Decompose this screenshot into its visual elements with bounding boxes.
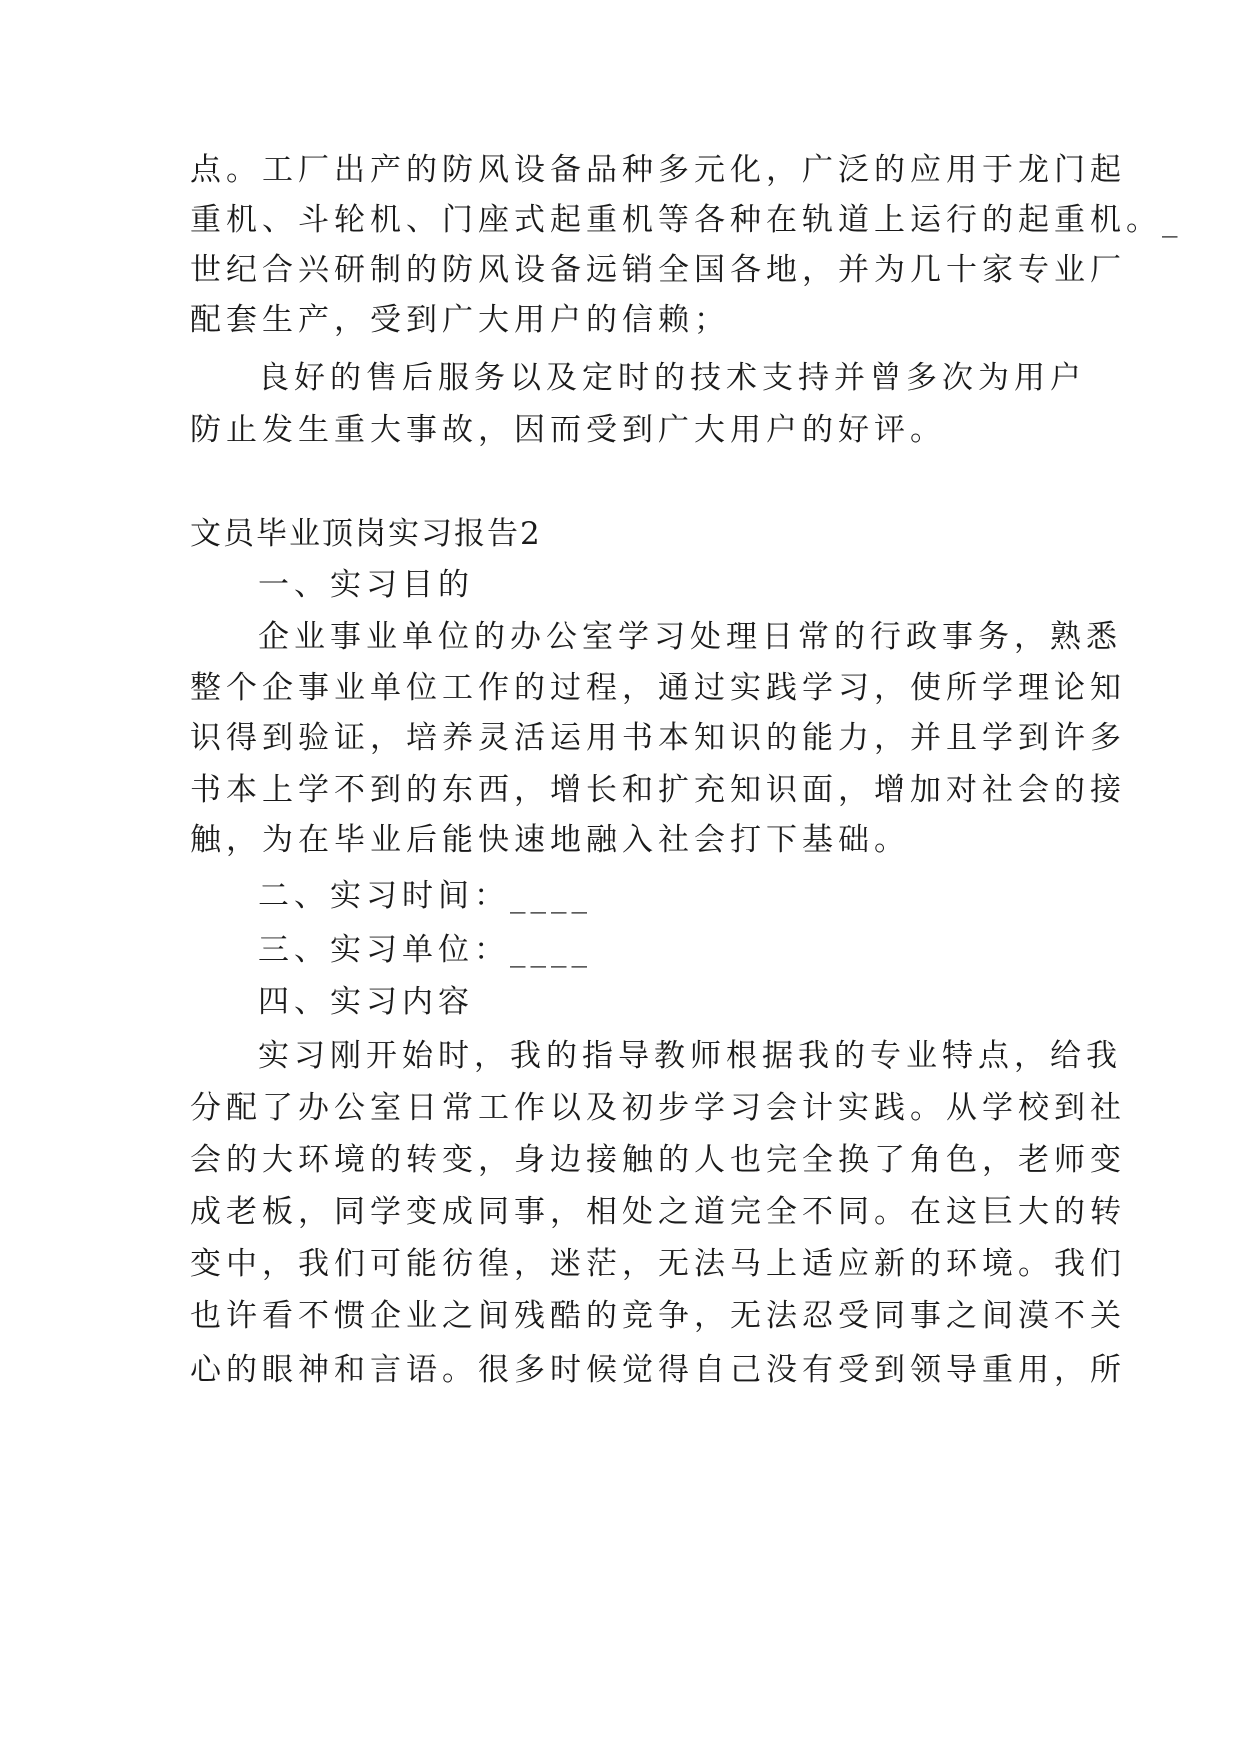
body-text-line: 触，为在毕业后能快速地融入社会打下基础。 <box>190 822 910 858</box>
body-text-line: 成老板，同学变成同事，相处之道完全不同。在这巨大的转 <box>190 1194 1126 1230</box>
body-text-line: 企业事业单位的办公室学习处理日常的行政事务，熟悉 <box>258 619 1122 655</box>
body-text-line: 点。工厂出产的防风设备品种多元化，广泛的应用于龙门起 <box>190 152 1126 188</box>
body-text-line: 配套生产，受到广大用户的信赖； <box>190 302 730 338</box>
body-text-line: 会的大环境的转变，身边接触的人也完全换了角色，老师变 <box>190 1142 1126 1178</box>
body-text-line: 重机、斗轮机、门座式起重机等各种在轨道上运行的起重机。_ <box>190 202 1183 238</box>
body-text-line: 世纪合兴研制的防风设备远销全国各地，并为几十家专业厂 <box>190 252 1126 288</box>
body-text-line: 整个企事业单位工作的过程，通过实践学习，使所学理论知 <box>190 670 1126 706</box>
body-text-line: 分配了办公室日常工作以及初步学习会计实践。从学校到社 <box>190 1090 1126 1126</box>
section-heading: 三、实习单位：____ <box>258 932 592 968</box>
body-text-line: 防止发生重大事故，因而受到广大用户的好评。 <box>190 412 946 448</box>
body-text-line: 书本上学不到的东西，增长和扩充知识面，增加对社会的接 <box>190 772 1126 808</box>
body-text-line: 良好的售后服务以及定时的技术支持并曾多次为用户 <box>258 360 1086 396</box>
section-heading: 四、实习内容 <box>258 984 474 1020</box>
body-text-line: 识得到验证，培养灵活运用书本知识的能力，并且学到许多 <box>190 720 1126 756</box>
body-text-line: 实习刚开始时，我的指导教师根据我的专业特点，给我 <box>258 1038 1122 1074</box>
section-heading: 二、实习时间：____ <box>258 878 592 914</box>
body-text-line: 也许看不惯企业之间残酷的竞争，无法忍受同事之间漠不关 <box>190 1298 1126 1334</box>
body-text-line: 心的眼神和言语。很多时候觉得自己没有受到领导重用，所 <box>190 1352 1126 1388</box>
section-heading: 一、实习目的 <box>258 567 474 603</box>
body-text-line: 变中，我们可能彷徨，迷茫，无法马上适应新的环境。我们 <box>190 1246 1126 1282</box>
section-title: 文员毕业顶岗实习报告2 <box>190 516 542 552</box>
